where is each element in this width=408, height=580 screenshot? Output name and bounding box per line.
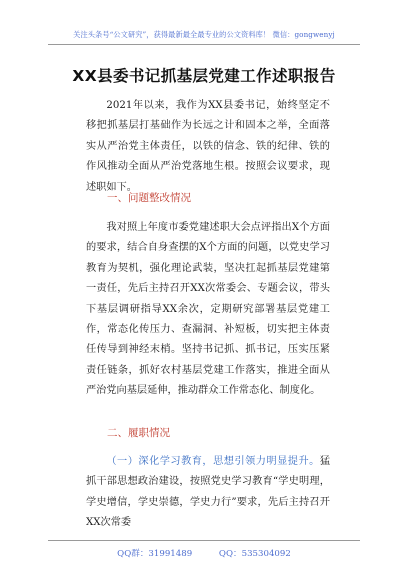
section-1-paragraph: 我对照上年度市委党建述职大会点评指出X个方面的要求，结合自身查摆的X个方面的问题，以党史学习教育为契机，强化理论武装，坚决扛起抓基层党建第一责任，先后主持召开XX次常委会、专题会议，带头下基层调研指导XX余次，定期研究部署基层党建工作，常态化传压力、查漏洞、补短板，切实把主体责任传导到神经末梢。坚持书记抓、抓书记，压实压紧责任链条，抓好农村基层党建工作落实，推进全面从严治党向基层延伸，推动群众工作常态化、制度化。 (86, 222, 330, 397)
section-2-paragraph (86, 452, 330, 534)
footer-qq-group: QQ群：31991489 (117, 549, 193, 559)
footer (0, 547, 408, 559)
section-2-body-text: 猛抓干部思想政治建设，按照党史学习教育“学史明理，学史增信，学史崇德，学史力行”要求，先后主持召开XX次常委 (86, 456, 330, 529)
document-title: XX县委书记抓基层党建工作述职报告 (72, 67, 336, 85)
footer-qq: QQ：535304092 (218, 549, 291, 559)
section-2-heading: 二、履职情况 (107, 427, 170, 439)
header-divider (48, 44, 360, 45)
intro-paragraph: 2021年以来，我作为XX县委书记，始终坚定不移把抓基层打基础作为长远之计和固本之举，全面落实从严治党主体责任，以铁的信念、铁的纪律、铁的作风推动全面从严治党落地生根。按照会议要求，现述职如下。 (86, 100, 330, 193)
header-banner: 关注头条号“公文研究”，获得最新最全最专业的公文资料库！ 微信：gongwenyj (73, 30, 335, 39)
section-2-subheading: （一）深化学习教育，思想引领力明显提升。 (106, 456, 320, 467)
footer-divider (48, 540, 360, 541)
section-1-heading: 一、问题整改情况 (107, 192, 191, 204)
